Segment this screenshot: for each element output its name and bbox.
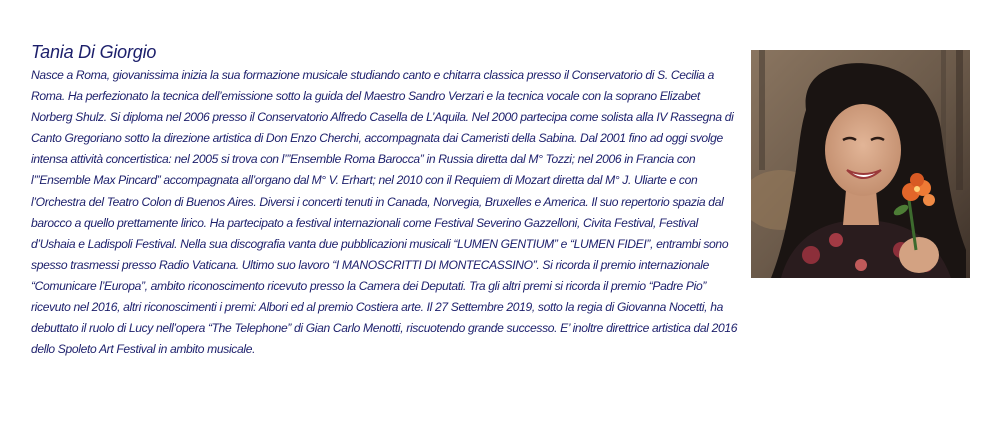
portrait-photo <box>751 50 970 278</box>
biography-text: Nasce a Roma, giovanissima inizia la sua formazione musicale studiando canto e chitarra classica presso il Conservatorio di S. Cecilia a Roma. Ha perfezionato la tecnica dell’emissione sotto la guida del Maestro Sandro Verzari e la tecnica vocale con la soprano Elizabet Norberg Shulz. Si diploma nel 2006 presso il Conservatorio Alfredo Casella de L’Aquila. Nel 2000 partecipa come solista alla IV Rassegna di Canto Gregoriano sotto la direzione artistica di Don Enzo Cherchi, accompagnata dai Cameristi della Sabina. Dal 2001 fino ad oggi svolge intensa attività concertistica: nel 2005 si trova con l’”Ensemble Roma Barocca” in Russia diretta dal M° Tozzi; nel 2006 in Francia con l’”Ensemble Max Pincard” accompagnata all’organo dal M° V. Erhart; nel 2010 con il Requiem di Mozart diretta dal M° J. Uliarte e con l’Orchestra del Teatro Colon di Buenos Aires. Diversi i concerti tenuti in Canada, Norvegia, Bruxelles e America. Il suo repertorio spazia dal barocco a quello prettamente lirico. Ha partecipato a festival internazionali come Festival Severino Gazzelloni, Civita Festival, Festival d’Ushaia e Ladispoli Festival. Nella sua discografia vanta due pubblicazioni musicali “LUMEN GENTIUM” e “LUMEN FIDEI”, entrambi sono spesso trasmessi presso Radio Vaticana. Ultimo suo lavoro “I MANOSCRITTI DI MONTECASSINO”. Si ricorda il premio internazionale “Comunicare l’Europa”, ambito riconoscimento ricevuto presso la Camera dei Deputati. Tra gli altri premi si ricorda il premio “Padre Pio” ricevuto nel 2016, altri riconoscimenti i premi: Albori ed al premio Costiera arte. Il 27 Settembre 2019, sotto la regia di Giovanna Nocetti, ha debuttato il ruolo di Lucy nell’opera “The Telephone” di Gian Carlo Menotti, riscuotendo grande successo. E’ inoltre direttrice artistica dal 2016 dello Spoleto Art Festival in ambito musicale. <box>31 68 738 357</box>
artist-name: Tania Di Giorgio <box>31 42 157 62</box>
portrait-illustration <box>751 50 970 278</box>
biography-block <box>31 40 743 360</box>
